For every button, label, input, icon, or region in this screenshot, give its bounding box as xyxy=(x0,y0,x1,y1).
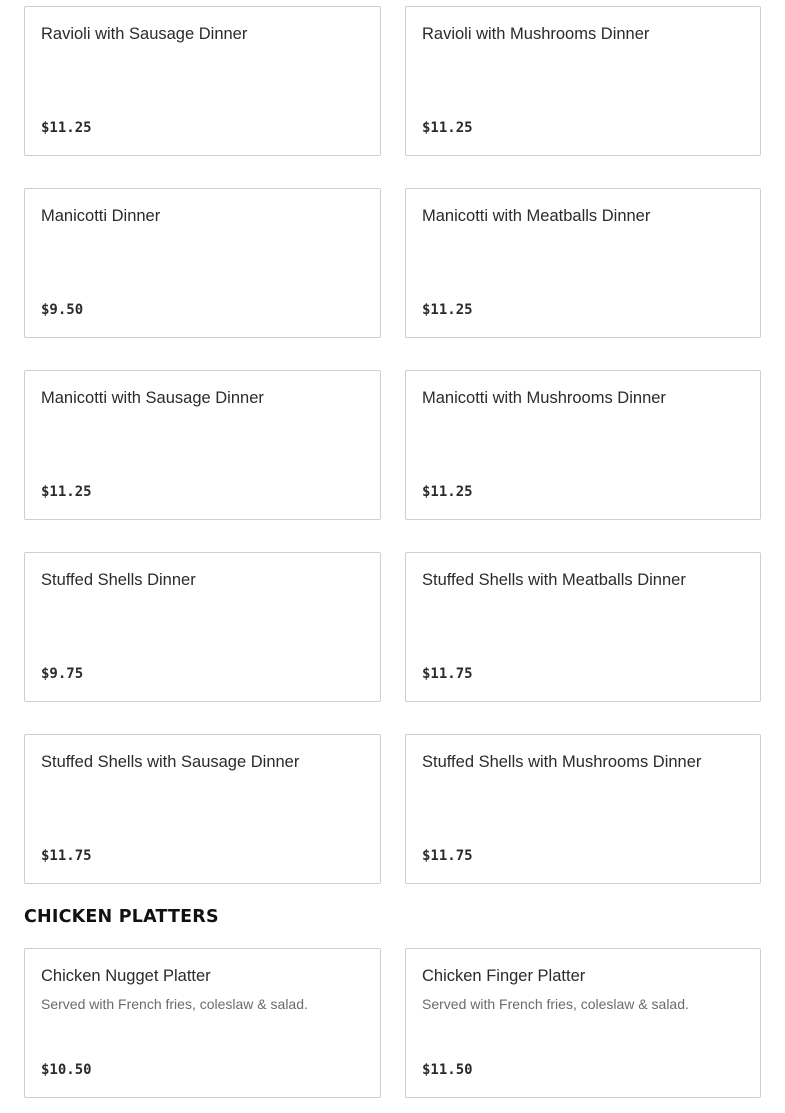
menu-item-card[interactable] xyxy=(24,370,381,520)
menu-items-grid xyxy=(24,6,761,884)
menu-item-name: Stuffed Shells Dinner xyxy=(41,571,196,589)
menu-item-price: $11.75 xyxy=(422,848,473,864)
menu-item-price: $11.25 xyxy=(41,120,92,136)
menu-item-description: Served with French fries, coleslaw & salad. xyxy=(41,996,308,1012)
menu-item-price: $11.25 xyxy=(422,302,473,318)
menu-item-card[interactable] xyxy=(24,552,381,702)
menu-item-card[interactable] xyxy=(24,188,381,338)
menu-item-card[interactable] xyxy=(405,188,761,338)
menu-item-price: $9.75 xyxy=(41,666,84,682)
menu-item-card[interactable] xyxy=(24,948,381,1098)
menu-item-name: Chicken Finger Platter xyxy=(422,967,586,985)
menu-item-name: Manicotti with Meatballs Dinner xyxy=(422,207,651,225)
menu-item-card[interactable] xyxy=(405,734,761,884)
section-title-chicken-platters: CHICKEN PLATTERS xyxy=(24,907,219,927)
menu-item-description: Served with French fries, coleslaw & salad. xyxy=(422,996,689,1012)
menu-item-name: Stuffed Shells with Meatballs Dinner xyxy=(422,571,686,589)
menu-item-price: $11.50 xyxy=(422,1062,473,1078)
menu-item-card[interactable] xyxy=(405,6,761,156)
menu-item-price: $11.25 xyxy=(422,484,473,500)
menu-item-card[interactable] xyxy=(405,552,761,702)
menu-item-price: $11.25 xyxy=(422,120,473,136)
menu-item-name: Stuffed Shells with Sausage Dinner xyxy=(41,753,300,771)
menu-item-card[interactable] xyxy=(24,6,381,156)
menu-item-price: $10.50 xyxy=(41,1062,92,1078)
menu-item-card[interactable] xyxy=(405,370,761,520)
menu-item-price: $11.75 xyxy=(41,848,92,864)
menu-item-price: $11.75 xyxy=(422,666,473,682)
menu-item-price: $9.50 xyxy=(41,302,84,318)
menu-item-name: Ravioli with Mushrooms Dinner xyxy=(422,25,650,43)
menu-item-name: Manicotti Dinner xyxy=(41,207,161,225)
menu-item-card[interactable] xyxy=(24,734,381,884)
menu-item-name: Manicotti with Sausage Dinner xyxy=(41,389,264,407)
menu-item-price: $11.25 xyxy=(41,484,92,500)
menu-item-card[interactable] xyxy=(405,948,761,1098)
menu-item-name: Stuffed Shells with Mushrooms Dinner xyxy=(422,753,702,771)
menu-item-name: Chicken Nugget Platter xyxy=(41,967,211,985)
chicken-platters-grid xyxy=(24,948,761,1098)
menu-item-name: Manicotti with Mushrooms Dinner xyxy=(422,389,666,407)
menu-item-name: Ravioli with Sausage Dinner xyxy=(41,25,248,43)
